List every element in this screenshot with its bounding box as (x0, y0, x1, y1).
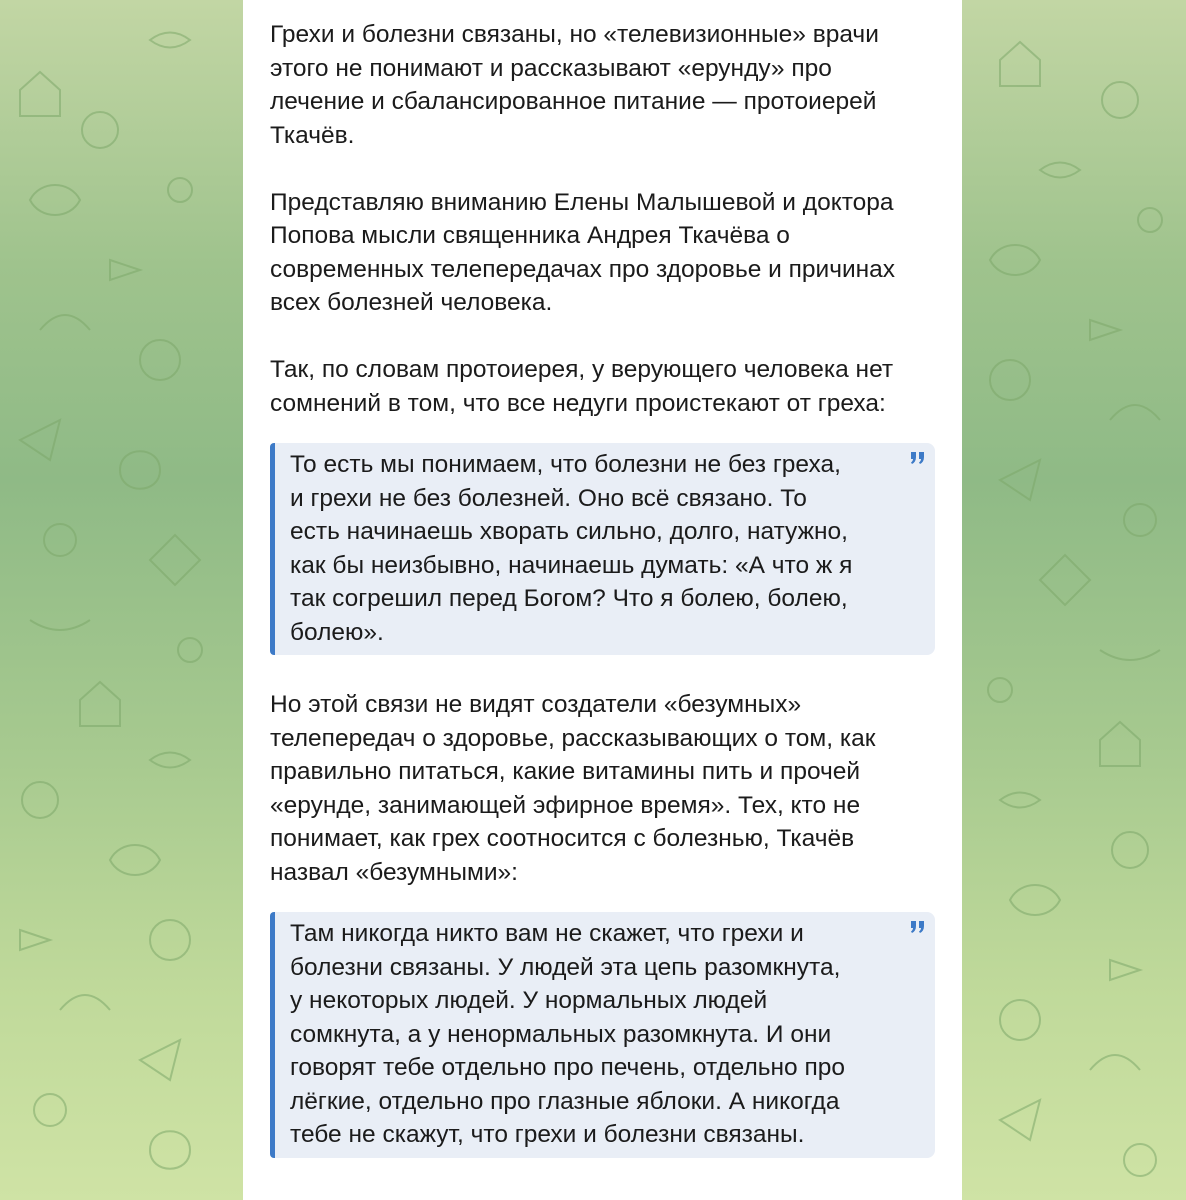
message-paragraph: Представляю вниманию Елены Малышевой и доктора Попова мысли священника Андрея Ткачёва о современных телепередачах про здоровье и причинах всех болезней человека. (270, 188, 896, 316)
blockquote (270, 443, 935, 655)
paragraph-spacer (270, 152, 935, 186)
quote-icon (910, 451, 926, 465)
paragraph-spacer (270, 320, 935, 354)
quote-icon (910, 920, 926, 934)
message-paragraph: Но этой связи не видят создатели «безумных» телепередач о здоровье, рассказывающих о том, как правильно питаться, какие витамины пить и прочей «ерунде, занимающей эфирное время». Тех, кто не понимает, как грех соотносится с болезнью, Ткачёв назвал «безумными»: (270, 691, 876, 886)
message-paragraph: Грехи и болезни связаны, но «телевизионные» врачи этого не понимают и рассказывают «ерунду» про лечение и сбалансированное питание — протоиерей Ткачёв. (270, 21, 879, 149)
message-bubble (243, 0, 962, 1200)
message-paragraph: Так, по словам протоиерея, у верующего человека нет сомнений в том, что все недуги проистекают от греха: (270, 356, 894, 417)
blockquote (270, 912, 935, 1158)
blockquote-text: Там никогда никто вам не скажет, что грехи и болезни связаны. У людей эта цепь разомкнута, у некоторых людей. У нормальных людей сомкнута, а у ненормальных разомкнута. И они говорят тебе отдельно про печень, отдельно про лёгкие, отдельно про глазные яблоки. А никогда тебе не скажут, что грехи и болезни связаны. (290, 920, 845, 1148)
blockquote-text: То есть мы понимаем, что болезни не без греха, и грехи не без болезней. Оно всё связано. То есть начинаешь хворать сильно, долго, натужно, как бы неизбывно, начинаешь думать: «А что ж я так согрешил перед Богом? Что я болею, болею, болею». (290, 451, 853, 646)
